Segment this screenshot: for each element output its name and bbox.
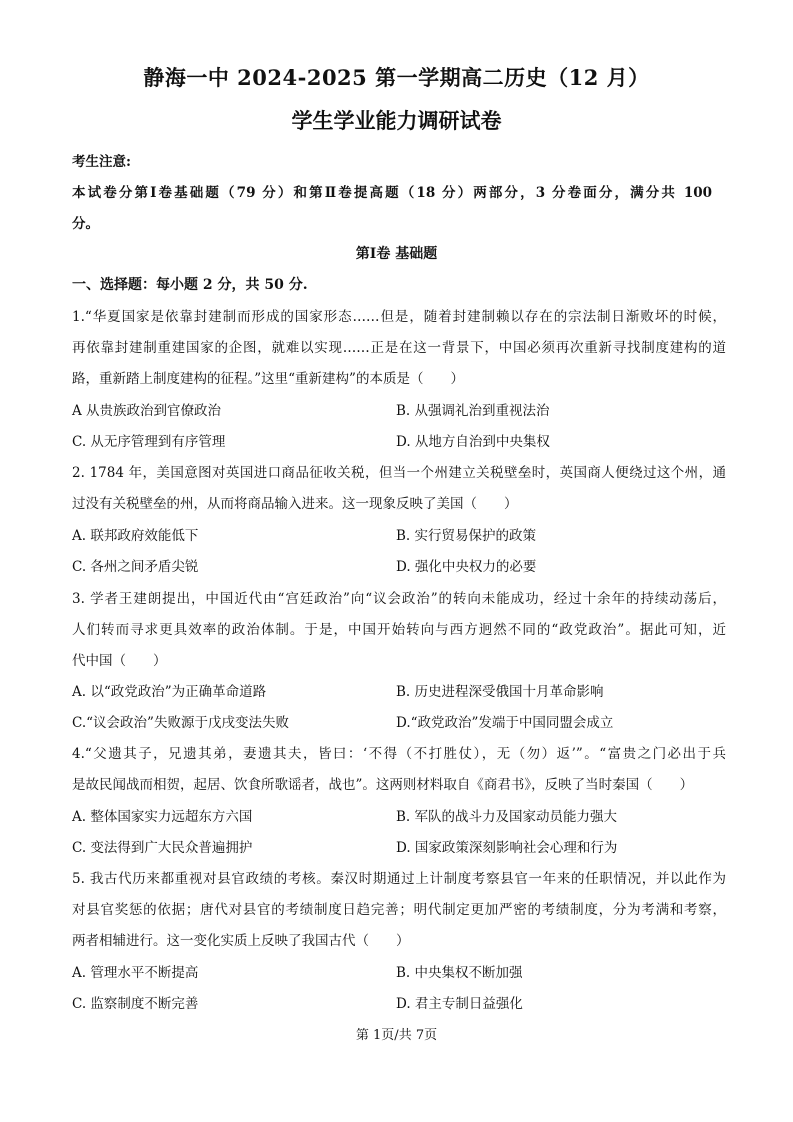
notice-text-line-1: 本试卷分第Ⅰ卷基础题（79 分）和第Ⅱ卷提高题（18 分）两部分，3 分卷面分，满分共 100	[72, 185, 712, 201]
option-a[interactable]: A. 整体国家实力远超东方六国	[72, 809, 253, 825]
option-c[interactable]: C. 从无序管理到有序管理	[72, 434, 226, 450]
question-line: 两者相辅进行。这一变化实质上反映了我国古代（ ）	[72, 933, 410, 949]
question-line: 对县官奖惩的依据；唐代对县官的考绩制度日趋完善；明代制定更加严密的考绩制度，分为考满和考察，	[72, 902, 726, 918]
question-line: 1.“华夏国家是依靠封建制而形成的国家形态……但是，随着封建制赖以存在的宗法制日渐败坏的时候，	[72, 309, 726, 325]
option-b[interactable]: B. 从强调礼治到重视法治	[396, 403, 550, 419]
option-a[interactable]: A. 管理水平不断提高	[72, 965, 199, 981]
exam-subtitle: 学生学业能力调研试卷	[291, 108, 502, 133]
option-b[interactable]: B. 中央集权不断加强	[396, 965, 523, 981]
notice-text-line-2: 分。	[72, 216, 99, 232]
option-c[interactable]: C. 变法得到广大民众普遍拥护	[72, 840, 253, 856]
question-line: 再依靠封建制重建国家的企图，就难以实现……正是在这一背景下，中国必须再次重新寻找制度建构的道	[72, 340, 726, 356]
question-line: 代中国（ ）	[72, 653, 167, 669]
notice-heading: 考生注意:	[72, 154, 131, 170]
option-d[interactable]: D. 强化中央权力的必要	[396, 559, 537, 575]
option-d[interactable]: D. 君主专制日益强化	[396, 996, 523, 1012]
option-d[interactable]: D. 从地方自治到中央集权	[396, 434, 550, 450]
question-line: 5. 我古代历来都重视对县官政绩的考核。秦汉时期通过上计制度考察县官一年来的任职情况，并以此作为	[72, 871, 726, 887]
question-line: 路，重新踏上制度建构的征程。”这里“重新建构”的本质是（ ）	[72, 371, 464, 387]
part-heading: 一、选择题：每小题 2 分，共 50 分.	[72, 277, 308, 293]
option-a[interactable]: A. 以“政党政治”为正确革命道路	[72, 684, 267, 700]
option-a[interactable]: A. 联邦政府效能低下	[72, 528, 199, 544]
question-line: 人们转而寻求更具效率的政治体制。于是，中国开始转向与西方迥然不同的“政党政治”。据此可知，近	[72, 622, 726, 638]
option-c[interactable]: C.“议会政治”失败源于戊戌变法失败	[72, 715, 289, 731]
option-d[interactable]: D.“政党政治”发端于中国同盟会成立	[396, 715, 614, 731]
question-line: 4.“父遗其子，兄遗其弟，妻遗其夫，皆曰：‘不得（不打胜仗），无（勿）返’”。“富贵之门必出于兵	[72, 746, 726, 762]
question-line: 2. 1784 年，美国意图对英国进口商品征收关税，但当一个州建立关税壁垒时，英国商人便绕过这个州，通	[72, 465, 726, 481]
page-number: 第 1页/共 7页	[355, 1028, 438, 1043]
exam-title: 静海一中 2024-2025 第一学期高二历史（12 月）	[143, 65, 650, 90]
option-a[interactable]: A 从贵族政治到官僚政治	[72, 403, 222, 419]
option-b[interactable]: B. 实行贸易保护的政策	[396, 528, 537, 544]
option-c[interactable]: C. 各州之间矛盾尖锐	[72, 559, 199, 575]
option-b[interactable]: B. 历史进程深受俄国十月革命影响	[396, 684, 604, 700]
question-line: 3. 学者王建朗提出，中国近代由“宫廷政治”向“议会政治”的转向未能成功，经过十余年的持续动荡后，	[72, 591, 726, 607]
question-line: 过没有关税壁垒的州，从而将商品输入进来。这一现象反映了美国（ ）	[72, 496, 518, 512]
option-b[interactable]: B. 军队的战斗力及国家动员能力强大	[396, 809, 618, 825]
question-line: 是故民闻战而相贺，起居、饮食所歌谣者，战也”。这两则材料取自《商君书》，反映了当时秦国（ ）	[72, 777, 694, 793]
section-title: 第Ⅰ卷 基础题	[355, 246, 438, 262]
option-d[interactable]: D. 国家政策深刻影响社会心理和行为	[396, 840, 618, 856]
option-c[interactable]: C. 监察制度不断完善	[72, 996, 199, 1012]
